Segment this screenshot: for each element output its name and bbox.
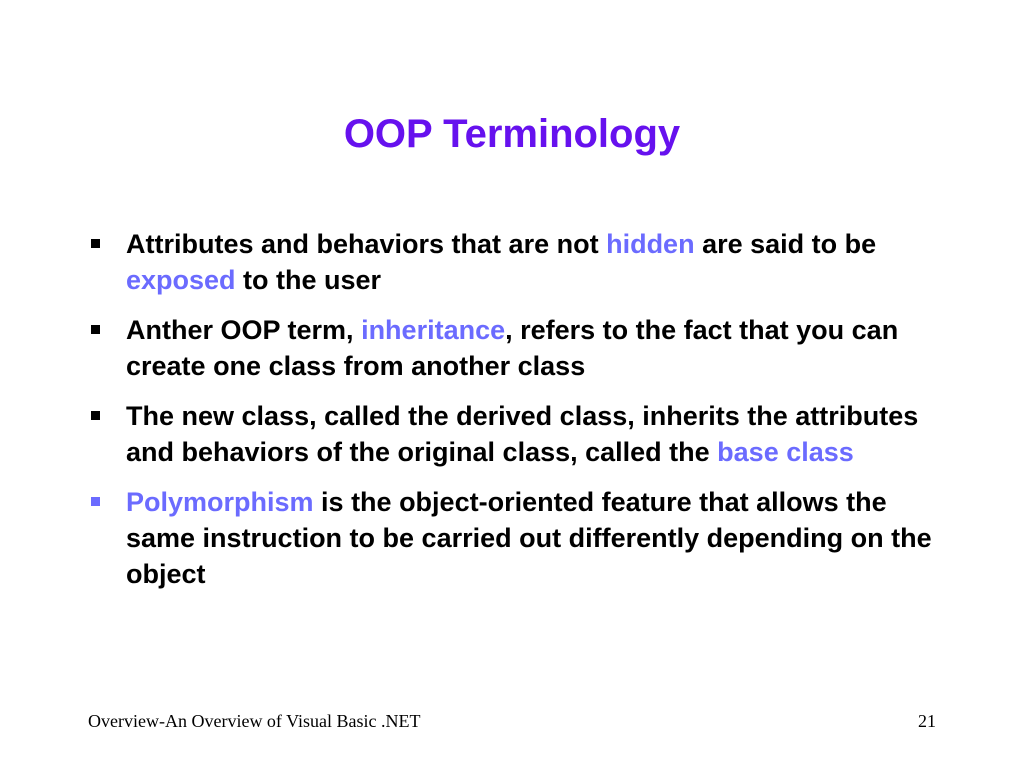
- bullet-text: are said to be: [694, 229, 877, 259]
- bullet-item-inheritance: [88, 312, 958, 384]
- term-base-class: base class: [717, 437, 854, 467]
- term-polymorphism: Polymorphism: [126, 487, 314, 517]
- square-bullet-icon: [91, 411, 100, 420]
- slide-title: OOP Terminology: [343, 112, 681, 156]
- page-number: 21: [918, 711, 936, 731]
- bullet-text: to the user: [235, 265, 382, 295]
- square-bullet-icon: [91, 325, 100, 334]
- bullet-text: , refers to the fact that you can create one class from another class: [126, 315, 899, 381]
- term-hidden: hidden: [606, 229, 695, 259]
- footer-course-title: Overview-An Overview of Visual Basic .NET: [88, 711, 421, 731]
- bullet-text: is the object-oriented feature that allows the same instruction to be carried out differently depending on the object: [126, 487, 932, 589]
- term-inheritance: inheritance: [361, 315, 506, 345]
- bullet-text: The new class, called the derived class, inherits the attributes and behaviors of the original class, called the: [126, 401, 919, 467]
- bullet-text: Attributes and behaviors that are not: [126, 229, 607, 259]
- bullet-item-polymorphism: [88, 484, 958, 592]
- bullet-item-exposed: [88, 226, 958, 298]
- term-exposed: exposed: [126, 265, 236, 295]
- square-bullet-icon: [91, 497, 100, 506]
- bullet-text: Anther OOP term,: [126, 315, 362, 345]
- bullet-item-base-class: [88, 398, 958, 470]
- square-bullet-icon: [91, 239, 100, 248]
- bullet-list: [88, 226, 958, 606]
